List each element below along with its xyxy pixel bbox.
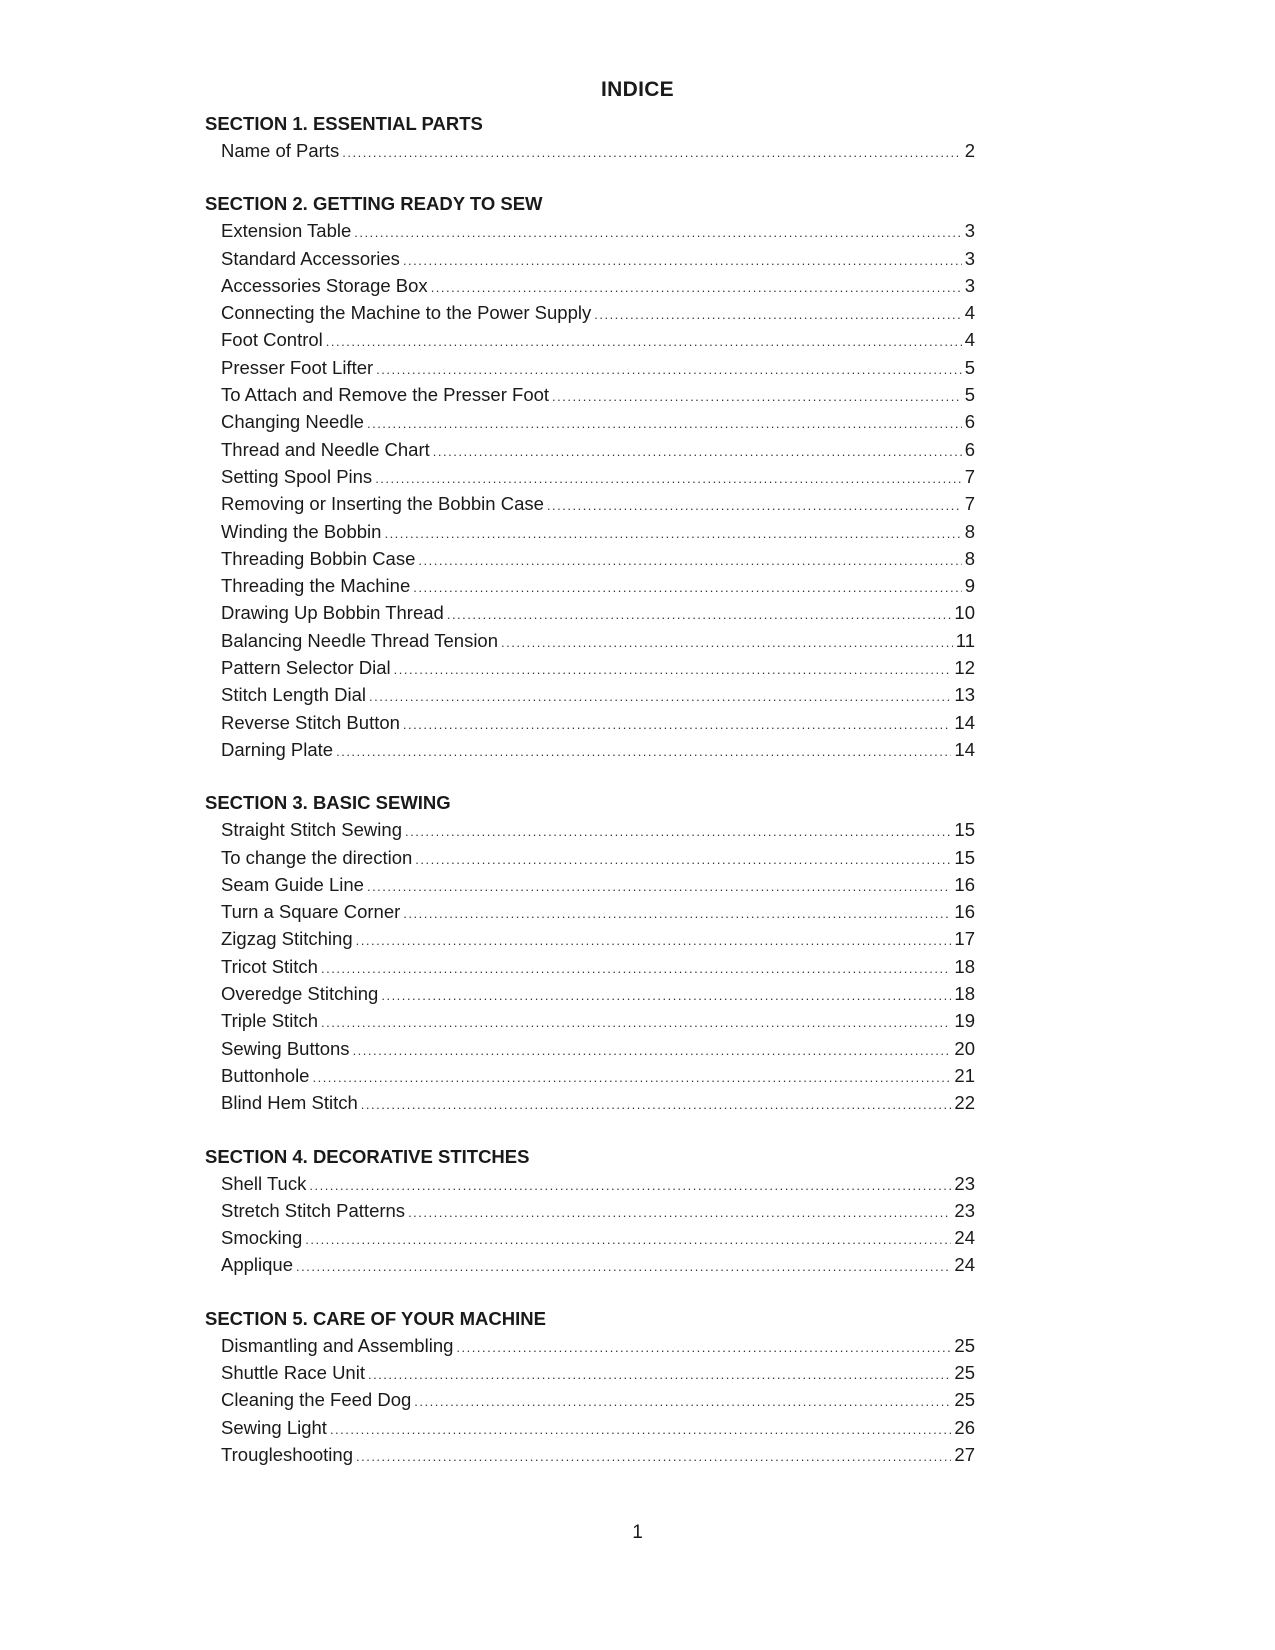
toc-entry-page: 15 xyxy=(954,846,975,868)
page-number: 1 xyxy=(632,1522,643,1543)
toc-entry-page: 11 xyxy=(955,629,975,651)
toc-entry-page: 16 xyxy=(954,901,975,923)
page-title: INDICE xyxy=(601,78,674,101)
dot-leader xyxy=(312,1064,951,1091)
toc-entry-label: Extension Table xyxy=(221,220,352,242)
toc-entry-page: 25 xyxy=(954,1361,975,1383)
dot-leader xyxy=(330,1416,951,1443)
toc-entry xyxy=(205,681,975,708)
dot-leader xyxy=(296,1253,951,1280)
toc-entry-label: Drawing Up Bobbin Thread xyxy=(221,602,444,624)
dot-leader xyxy=(403,247,962,274)
toc-section xyxy=(205,790,975,1116)
dot-leader xyxy=(413,574,961,601)
toc-entry-label: Darning Plate xyxy=(221,738,334,760)
toc-entry-label: Cleaning the Feed Dog xyxy=(221,1389,412,1411)
dot-leader xyxy=(594,301,961,328)
toc-entry-page: 3 xyxy=(964,247,975,269)
toc-entry xyxy=(205,1386,975,1413)
toc-entry-page: 17 xyxy=(954,928,975,950)
dot-leader xyxy=(501,629,953,656)
toc-entry xyxy=(205,1251,975,1278)
toc-entry-page: 8 xyxy=(964,520,975,542)
toc-entry-page: 15 xyxy=(954,819,975,841)
dot-leader xyxy=(415,846,951,873)
toc-entry-label: Pattern Selector Dial xyxy=(221,657,391,679)
dot-leader xyxy=(403,711,952,738)
toc-entry-page: 4 xyxy=(964,302,975,324)
toc-entry xyxy=(205,299,975,326)
dot-leader xyxy=(305,1226,951,1253)
toc-entry-label: Accessories Storage Box xyxy=(221,274,428,296)
toc-entry xyxy=(205,572,975,599)
dot-leader xyxy=(431,274,962,301)
dot-leader xyxy=(547,492,962,519)
toc-entry-page: 23 xyxy=(954,1172,975,1194)
dot-leader xyxy=(384,520,961,547)
toc-entry-label: Trougleshooting xyxy=(221,1443,353,1465)
dot-leader xyxy=(456,1334,951,1361)
toc-entry-label: Dismantling and Assembling xyxy=(221,1334,454,1356)
toc-entry-page: 19 xyxy=(954,1010,975,1032)
toc-entry-label: Connecting the Machine to the Power Supply xyxy=(221,302,592,324)
dot-leader xyxy=(394,656,952,683)
toc-entry xyxy=(205,654,975,681)
dot-leader xyxy=(367,410,962,437)
toc-entry xyxy=(205,953,975,980)
dot-leader xyxy=(414,1388,951,1415)
toc-entry-page: 24 xyxy=(954,1227,975,1249)
toc-entry-label: Blind Hem Stitch xyxy=(221,1092,358,1114)
dot-leader xyxy=(447,601,952,628)
section-heading: SECTION 1. ESSENTIAL PARTS xyxy=(205,113,483,134)
toc-entry-page: 25 xyxy=(954,1334,975,1356)
toc-section xyxy=(205,191,975,763)
section-heading: SECTION 5. CARE OF YOUR MACHINE xyxy=(205,1307,546,1329)
toc-entry xyxy=(205,463,975,490)
section-heading: SECTION 2. GETTING READY TO SEW xyxy=(205,193,543,215)
dot-leader xyxy=(369,683,951,710)
toc-entry xyxy=(205,518,975,545)
toc-entry-page: 3 xyxy=(964,220,975,242)
toc-entry-label: Shell Tuck xyxy=(221,1172,307,1194)
toc-entry xyxy=(205,381,975,408)
dot-leader xyxy=(375,465,962,492)
toc-entry-label: Sewing Light xyxy=(221,1416,327,1438)
toc-entry xyxy=(205,1224,975,1251)
toc-entry xyxy=(205,137,975,164)
dot-leader xyxy=(552,383,962,410)
toc-entry-label: Tricot Stitch xyxy=(221,955,318,977)
toc-entry-label: Buttonhole xyxy=(221,1064,310,1086)
toc-entry-page: 2 xyxy=(964,140,975,161)
toc-entry-label: Applique xyxy=(221,1254,294,1276)
toc-entry-label: Removing or Inserting the Bobbin Case xyxy=(221,493,544,515)
toc-entry-page: 21 xyxy=(954,1064,975,1086)
dot-leader xyxy=(356,1443,951,1470)
dot-leader xyxy=(326,328,962,355)
toc-entry xyxy=(205,272,975,299)
dot-leader xyxy=(403,900,951,927)
dot-leader xyxy=(433,438,962,465)
toc-entry xyxy=(205,1170,975,1197)
dot-leader xyxy=(367,873,951,900)
toc-entry-label: Overedge Stitching xyxy=(221,983,379,1005)
toc-entry-label: Seam Guide Line xyxy=(221,873,364,895)
toc-entry xyxy=(205,1359,975,1386)
toc-entry xyxy=(205,871,975,898)
toc-entry-label: Foot Control xyxy=(221,329,323,351)
toc-entry xyxy=(205,736,975,763)
toc-entry-label: Stitch Length Dial xyxy=(221,684,367,706)
toc-entry-page: 6 xyxy=(964,438,975,460)
toc-entry xyxy=(205,436,975,463)
dot-leader xyxy=(381,982,951,1009)
toc-entry xyxy=(205,245,975,272)
toc-entry-page: 24 xyxy=(954,1254,975,1276)
toc-entry xyxy=(205,1062,975,1089)
toc-entry-page: 14 xyxy=(954,738,975,760)
toc-entry-label: Setting Spool Pins xyxy=(221,465,373,487)
toc-entry-page: 22 xyxy=(954,1092,975,1114)
dot-leader xyxy=(356,927,952,954)
toc-entry xyxy=(205,627,975,654)
toc-entry-page: 18 xyxy=(954,955,975,977)
toc-entry-label: Threading the Machine xyxy=(221,575,411,597)
toc-entry-page: 7 xyxy=(964,493,975,515)
dot-leader xyxy=(354,219,961,246)
toc-entry-label: To Attach and Remove the Presser Foot xyxy=(221,384,550,406)
toc-entry-page: 16 xyxy=(954,873,975,895)
toc-entry xyxy=(205,1035,975,1062)
toc-entry-label: Reverse Stitch Button xyxy=(221,711,400,733)
toc-entry-page: 18 xyxy=(954,983,975,1005)
toc-entry-page: 23 xyxy=(954,1199,975,1221)
dot-leader xyxy=(418,547,961,574)
toc-entry-label: Straight Stitch Sewing xyxy=(221,819,402,841)
toc-entry-label: Turn a Square Corner xyxy=(221,901,401,923)
dot-leader xyxy=(342,139,961,166)
dot-leader xyxy=(321,1009,951,1036)
toc-entry-page: 6 xyxy=(964,411,975,433)
toc-entry xyxy=(205,354,975,381)
toc-entry-page: 13 xyxy=(954,684,975,706)
toc-entry-page: 4 xyxy=(964,329,975,351)
toc-entry-page: 8 xyxy=(964,547,975,569)
dot-leader xyxy=(376,356,962,383)
toc-entry xyxy=(205,545,975,572)
toc-entry xyxy=(205,408,975,435)
toc-entry xyxy=(205,980,975,1007)
toc-entry-label: Standard Accessories xyxy=(221,247,400,269)
toc-entry xyxy=(205,599,975,626)
table-of-contents xyxy=(205,108,975,1495)
dot-leader xyxy=(408,1199,951,1226)
section-heading: SECTION 4. DECORATIVE STITCHES xyxy=(205,1145,530,1167)
toc-entry-label: Changing Needle xyxy=(221,411,364,433)
dot-leader xyxy=(361,1091,952,1118)
toc-entry xyxy=(205,326,975,353)
toc-entry-page: 26 xyxy=(954,1416,975,1438)
toc-entry-page: 5 xyxy=(964,356,975,378)
toc-entry xyxy=(205,1197,975,1224)
toc-entry-label: Shuttle Race Unit xyxy=(221,1361,365,1383)
toc-entry-page: 9 xyxy=(964,575,975,597)
toc-section xyxy=(205,1144,975,1279)
dot-leader xyxy=(309,1172,951,1199)
toc-entry xyxy=(205,1414,975,1441)
toc-entry-label: Triple Stitch xyxy=(221,1010,318,1032)
toc-entry-label: Smocking xyxy=(221,1227,303,1249)
toc-entry xyxy=(205,1332,975,1359)
toc-entry-label: Sewing Buttons xyxy=(221,1037,350,1059)
toc-entry-page: 25 xyxy=(954,1389,975,1411)
toc-entry-page: 14 xyxy=(954,711,975,733)
toc-entry-label: To change the direction xyxy=(221,846,413,868)
toc-entry-label: Threading Bobbin Case xyxy=(221,547,416,569)
section-heading: SECTION 3. BASIC SEWING xyxy=(205,792,451,814)
dot-leader xyxy=(353,1037,952,1064)
toc-entry-label: Name of Parts xyxy=(221,140,340,161)
toc-entry-page: 3 xyxy=(964,274,975,296)
toc-entry-label: Presser Foot Lifter xyxy=(221,356,374,378)
toc-entry xyxy=(205,925,975,952)
dot-leader xyxy=(405,818,951,845)
toc-entry xyxy=(205,898,975,925)
toc-entry xyxy=(205,217,975,244)
toc-entry-label: Thread and Needle Chart xyxy=(221,438,430,460)
toc-entry xyxy=(205,490,975,517)
toc-entry xyxy=(205,709,975,736)
toc-entry-page: 20 xyxy=(954,1037,975,1059)
toc-entry xyxy=(205,1441,975,1468)
toc-entry xyxy=(205,844,975,871)
toc-entry-label: Winding the Bobbin xyxy=(221,520,382,542)
dot-leader xyxy=(368,1361,951,1388)
toc-entry xyxy=(205,1089,975,1116)
toc-entry-page: 5 xyxy=(964,384,975,406)
toc-entry-page: 7 xyxy=(964,465,975,487)
toc-section xyxy=(205,1306,975,1468)
dot-leader xyxy=(336,738,951,765)
toc-entry-page: 12 xyxy=(954,657,975,679)
toc-entry xyxy=(205,816,975,843)
dot-leader xyxy=(321,955,951,982)
toc-entry-page: 27 xyxy=(954,1443,975,1465)
toc-entry-label: Zigzag Stitching xyxy=(221,928,353,950)
toc-entry-label: Balancing Needle Thread Tension xyxy=(221,629,499,651)
toc-section xyxy=(205,111,975,164)
toc-entry-page: 10 xyxy=(954,602,975,624)
toc-entry xyxy=(205,1007,975,1034)
toc-entry-label: Stretch Stitch Patterns xyxy=(221,1199,406,1221)
